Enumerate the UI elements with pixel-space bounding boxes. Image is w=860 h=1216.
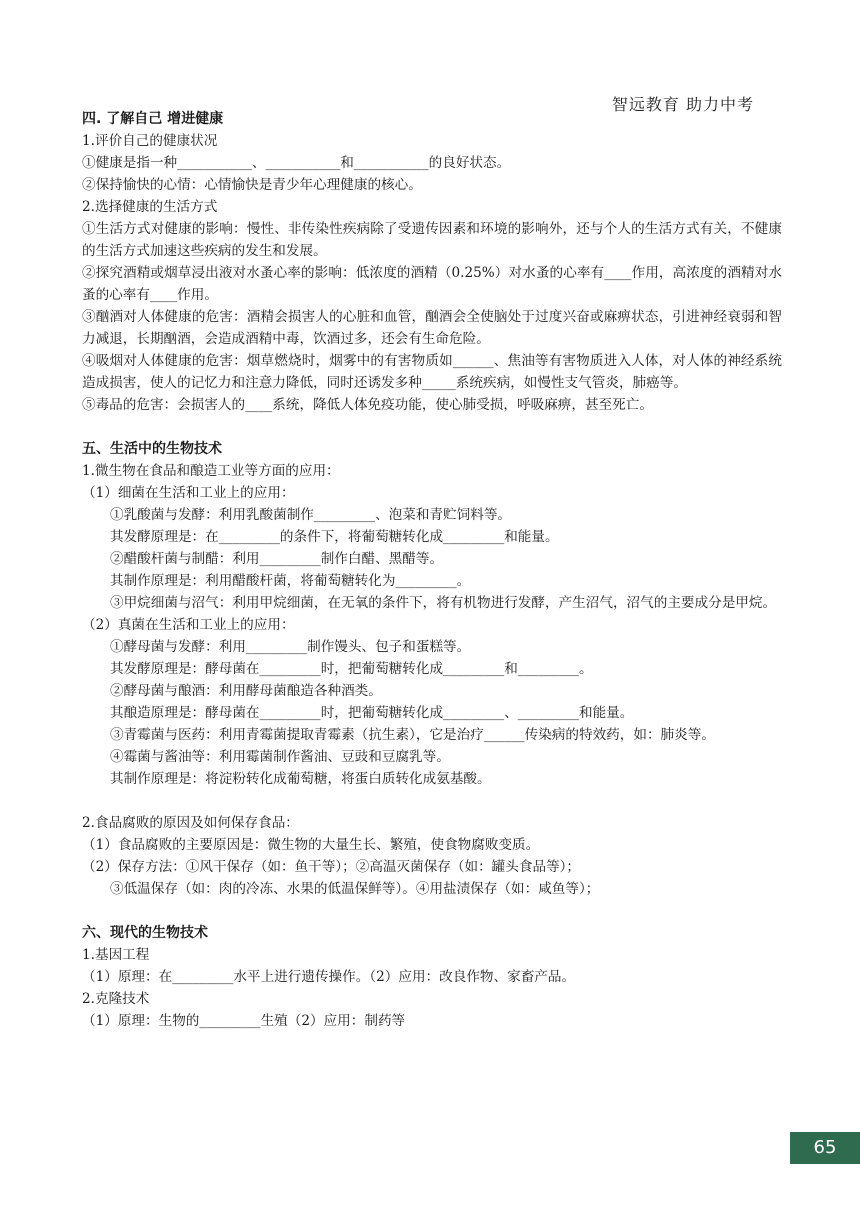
section5-line-17: （1）食品腐败的主要原因是：微生物的大量生长、繁殖，使食物腐败变质。: [82, 837, 540, 853]
section4-line-6: ②探究酒精或烟草浸出液对水蚤心率的影响：低浓度的酒精（0.25%）对水蚤的心率有____作用，高浓度的酒精对水蚤的心率有____作用。: [82, 265, 782, 303]
section5-line-4: 其发酵原理是：在_________的条件下，将葡萄糖转化成_________和能量。: [110, 529, 559, 545]
section5-line-13: ③青霉菌与医药：利用青霉菌提取青霉素（抗生素），它是治疗______传染病的特效药，如：肺炎等。: [110, 727, 715, 743]
page-number-badge: 65: [790, 1132, 860, 1164]
section5-line-19: ③低温保存（如：肉的冷冻、水果的低温保鲜等）。④用盐渍保存（如：咸鱼等）；: [110, 881, 600, 897]
section4-line-5: ①生活方式对健康的影响：慢性、非传染性疾病除了受遗传因素和环境的影响外，还与个人的生活方式有关，不健康的生活方式加速这些疾病的发生和发展。: [82, 221, 782, 259]
section4-line-1: 1.评价自己的健康状况: [82, 133, 218, 149]
section-title-4: 四. 了解自己 增进健康: [82, 111, 224, 127]
section5-line-11: ②酵母菌与酿酒：利用酵母菌酿造各种酒类。: [110, 683, 382, 699]
section-title-5: 五、生活中的生物技术: [82, 441, 222, 457]
section5-line-6: 其制作原理是：利用醋酸杆菌，将葡萄糖转化为_________。: [110, 573, 471, 589]
section-title-6: 六、现代的生物技术: [82, 925, 208, 941]
section5-line-12: 其酿造原理是：酵母菌在_________时，把葡萄糖转化成_________、_________和能量。: [110, 705, 634, 721]
section5-line-3: ①乳酸菌与发酵：利用乳酸菌制作_________、泡菜和青贮饲料等。: [110, 507, 512, 523]
section5-line-7: ③甲烷细菌与沼气：利用甲烷细菌，在无氧的条件下，将有机物进行发酵，产生沼气，沼气的主要成分是甲烷。: [110, 595, 777, 611]
section5-line-1: 1.微生物在食品和酿造工业等方面的应用：: [82, 463, 340, 479]
section4-line-8: ④吸烟对人体健康的危害：烟草燃烧时，烟雾中的有害物质如______、焦油等有害物质进入人体，对人体的神经系统造成损害，使人的记忆力和注意力降低，同时还诱发多种_____系统疾病，如慢性支气管炎，肺癌等。: [82, 353, 782, 391]
section5-line-2: （1）细菌在生活和工业上的应用：: [82, 485, 295, 501]
section4-line-2: ①健康是指一种___________、___________和___________的良好状态。: [82, 155, 511, 171]
header-brand: 智远教育 助力中考: [611, 95, 754, 114]
section6-line-4: （1）原理：生物的_________生殖（2）应用：制药等: [82, 1013, 406, 1029]
section4-line-4: 2.选择健康的生活方式: [82, 199, 218, 215]
section5-line-9: ①酵母菌与发酵：利用_________制作馒头、包子和蛋糕等。: [110, 639, 471, 655]
section5-line-8: （2）真菌在生活和工业上的应用：: [82, 617, 295, 633]
page-content: [82, 108, 782, 1032]
section6-line-3: 2.克隆技术: [82, 991, 150, 1007]
section4-line-3: ②保持愉快的心情：心情愉快是青少年心理健康的核心。: [82, 177, 422, 193]
section6-line-2: （1）原理：在_________水平上进行遗传操作。（2）应用：改良作物、家畜产品。: [82, 969, 576, 985]
section4-line-9: ⑤毒品的危害：会损害人的____系统，降低人体免疫功能，使心肺受损，呼吸麻痹，甚至死亡。: [82, 397, 653, 413]
section5-line-16: 2.食品腐败的原因及如何保存食品：: [82, 815, 299, 831]
section5-line-14: ④霉菌与酱油等：利用霉菌制作酱油、豆豉和豆腐乳等。: [110, 749, 450, 765]
section5-line-15: 其制作原理是：将淀粉转化成葡萄糖，将蛋白质转化成氨基酸。: [110, 771, 491, 787]
section5-line-10: 其发酵原理是：酵母菌在_________时，把葡萄糖转化成_________和_________。: [110, 661, 593, 677]
section5-line-5: ②醋酸杆菌与制醋：利用_________制作白醋、黑醋等。: [110, 551, 444, 567]
section4-line-7: ③酗酒对人体健康的危害：酒精会损害人的心脏和血管，酗酒会全使脑处于过度兴奋或麻痹状态，引进神经衰弱和智力减退，长期酗酒，会造成酒精中毒，饮酒过多，还会有生命危险。: [82, 309, 782, 347]
section5-line-18: （2）保存方法：①风干保存（如：鱼干等）；②高温灭菌保存（如：罐头食品等）；: [82, 859, 581, 875]
section6-line-1: 1.基因工程: [82, 947, 150, 963]
